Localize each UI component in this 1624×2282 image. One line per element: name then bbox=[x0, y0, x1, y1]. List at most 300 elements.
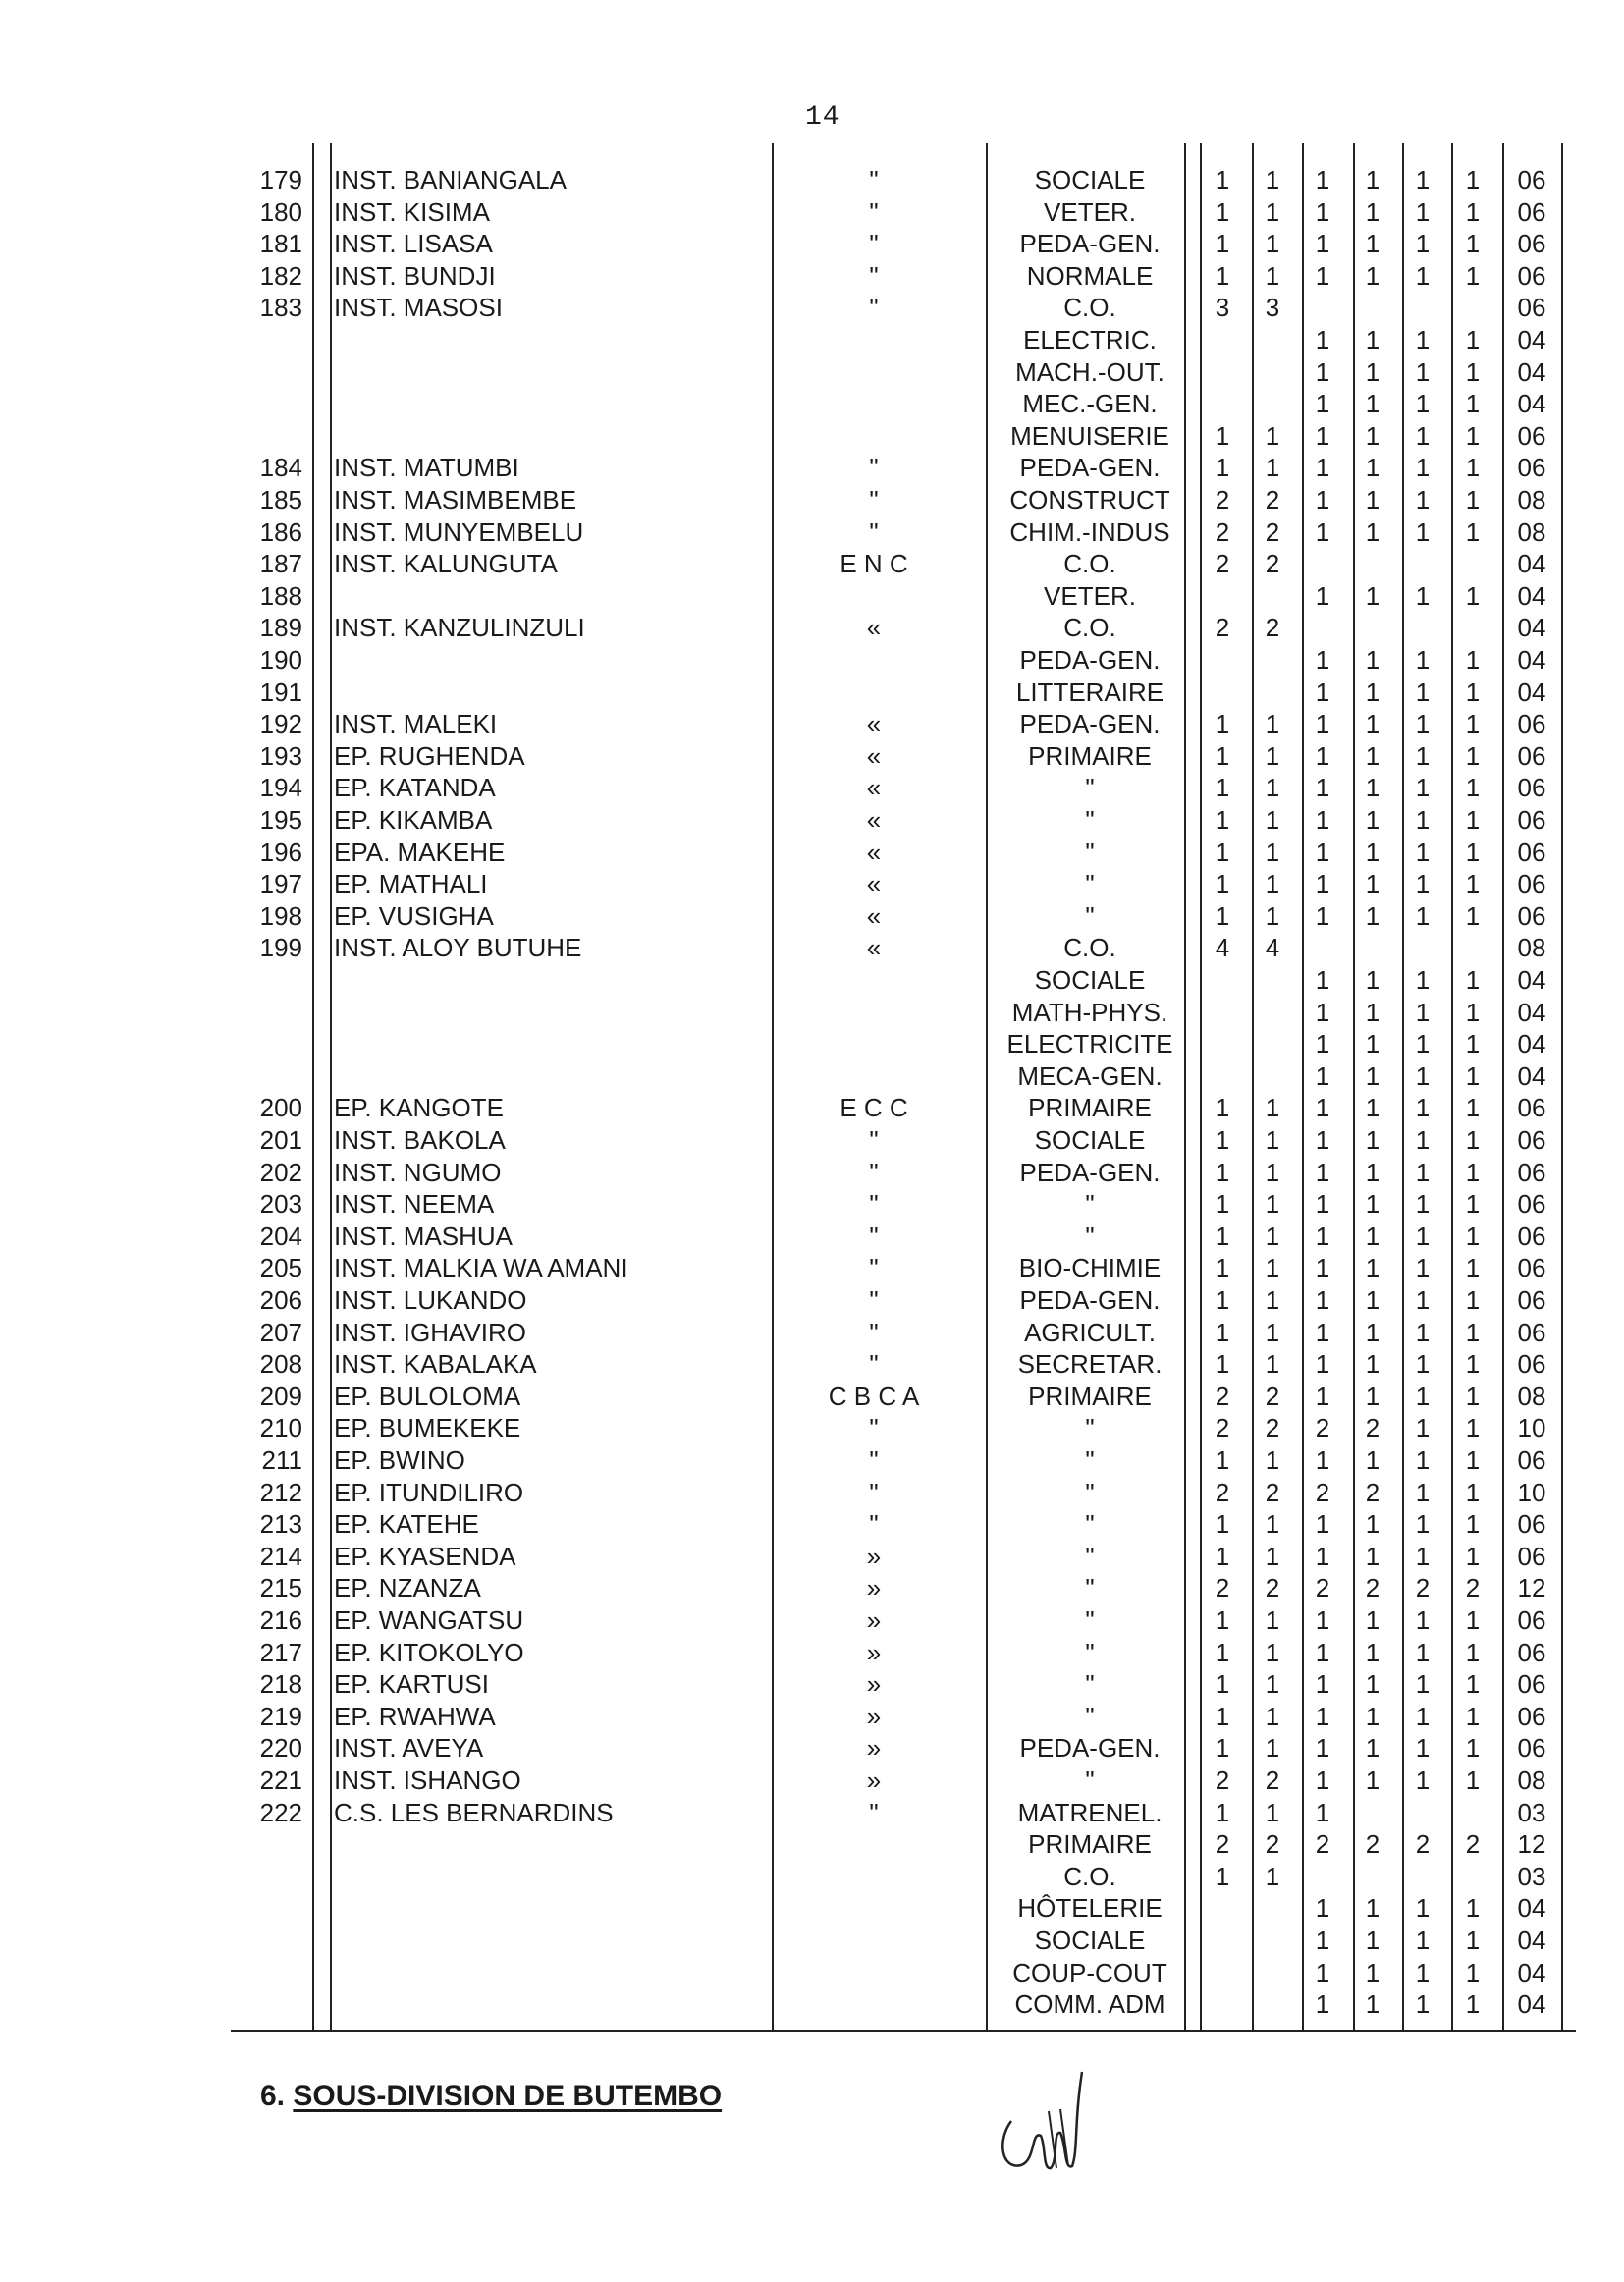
total-cell: 06 bbox=[1517, 261, 1546, 291]
option-cell: ELECTRICITE bbox=[1006, 1029, 1173, 1059]
class-count-cell: 1 bbox=[1415, 1413, 1431, 1442]
option-cell: BIO-CHIMIE bbox=[1018, 1253, 1162, 1282]
network-cell: « bbox=[866, 805, 882, 835]
total-cell: 06 bbox=[1517, 1318, 1546, 1347]
class-count-cell: 2 bbox=[1265, 1829, 1280, 1859]
network-cell: « bbox=[866, 869, 882, 898]
option-cell: CHIM.-INDUS bbox=[1009, 517, 1170, 547]
network-cell: " bbox=[869, 197, 879, 227]
option-cell: HÔTELERIE bbox=[1017, 1893, 1163, 1923]
option-cell: " bbox=[1085, 1478, 1095, 1507]
class-count-cell: 1 bbox=[1415, 1605, 1431, 1635]
row-number: 190 bbox=[259, 645, 302, 675]
class-count-cell: 3 bbox=[1215, 293, 1230, 322]
class-count-cell: 1 bbox=[1265, 869, 1280, 898]
class-count-cell: 1 bbox=[1315, 485, 1330, 515]
class-count-cell: 1 bbox=[1215, 1349, 1230, 1379]
option-cell: MECA-GEN. bbox=[1017, 1061, 1163, 1091]
total-cell: 06 bbox=[1517, 1222, 1546, 1251]
class-count-cell: 1 bbox=[1465, 1222, 1481, 1251]
class-count-cell: 1 bbox=[1265, 1093, 1280, 1122]
class-count-cell: 1 bbox=[1465, 709, 1481, 738]
network-cell: » bbox=[866, 1542, 882, 1571]
network-cell: « bbox=[866, 613, 882, 642]
school-name: INST. BUNDJI bbox=[334, 261, 496, 291]
class-count-cell: 1 bbox=[1465, 1733, 1481, 1763]
class-count-cell: 1 bbox=[1365, 741, 1380, 771]
option-cell: VETER. bbox=[1044, 581, 1136, 611]
class-count-cell: 1 bbox=[1265, 453, 1280, 482]
class-count-cell: 1 bbox=[1415, 261, 1431, 291]
class-count-cell: 1 bbox=[1315, 581, 1330, 611]
class-count-cell: 1 bbox=[1215, 773, 1230, 802]
class-count-cell: 2 bbox=[1265, 1413, 1280, 1442]
class-count-cell: 1 bbox=[1415, 1478, 1431, 1507]
class-count-cell: 1 bbox=[1315, 1958, 1330, 1987]
class-count-cell: 1 bbox=[1365, 1158, 1380, 1187]
class-count-cell: 1 bbox=[1265, 1862, 1280, 1891]
class-count-cell: 1 bbox=[1465, 1605, 1481, 1635]
class-count-cell: 1 bbox=[1215, 229, 1230, 258]
class-count-cell: 1 bbox=[1365, 1253, 1380, 1282]
total-cell: 08 bbox=[1517, 485, 1546, 515]
class-count-cell: 1 bbox=[1265, 1189, 1280, 1219]
class-count-cell: 1 bbox=[1465, 1509, 1481, 1539]
class-count-cell: 1 bbox=[1315, 325, 1330, 354]
class-count-cell: 1 bbox=[1215, 421, 1230, 451]
class-count-cell: 1 bbox=[1465, 517, 1481, 547]
class-count-cell: 1 bbox=[1265, 805, 1280, 835]
class-count-cell: 2 bbox=[1215, 1478, 1230, 1507]
class-count-cell: 1 bbox=[1415, 965, 1431, 995]
class-count-cell: 1 bbox=[1215, 165, 1230, 194]
network-cell: " bbox=[869, 229, 879, 258]
option-cell: " bbox=[1085, 1445, 1095, 1475]
class-count-cell: 1 bbox=[1315, 453, 1330, 482]
network-cell: » bbox=[866, 1605, 882, 1635]
class-count-cell: 1 bbox=[1265, 773, 1280, 802]
class-count-cell: 1 bbox=[1265, 1509, 1280, 1539]
class-count-cell: 2 bbox=[1365, 1573, 1380, 1603]
class-count-cell: 1 bbox=[1365, 421, 1380, 451]
option-cell: CONSTRUCT bbox=[1009, 485, 1170, 515]
class-count-cell: 1 bbox=[1315, 517, 1330, 547]
option-cell: PRIMAIRE bbox=[1028, 1382, 1152, 1411]
class-count-cell: 1 bbox=[1415, 1926, 1431, 1955]
network-cell: " bbox=[869, 1798, 879, 1827]
option-cell: MATH-PHYS. bbox=[1011, 998, 1168, 1027]
class-count-cell: 1 bbox=[1315, 357, 1330, 387]
school-name: EP. ITUNDILIRO bbox=[334, 1478, 524, 1507]
class-count-cell: 1 bbox=[1365, 805, 1380, 835]
class-count-cell: 1 bbox=[1265, 1125, 1280, 1155]
class-count-cell: 1 bbox=[1465, 325, 1481, 354]
class-count-cell: 1 bbox=[1365, 1349, 1380, 1379]
class-count-cell: 1 bbox=[1465, 1189, 1481, 1219]
class-count-cell: 1 bbox=[1415, 1509, 1431, 1539]
class-count-cell: 1 bbox=[1215, 1318, 1230, 1347]
option-cell: SOCIALE bbox=[1034, 165, 1146, 194]
class-count-cell: 1 bbox=[1415, 1702, 1431, 1731]
table-column-rule bbox=[330, 143, 332, 2030]
option-cell: PEDA-GEN. bbox=[1019, 1733, 1161, 1763]
school-name: EP. WANGATSU bbox=[334, 1605, 524, 1635]
option-cell: " bbox=[1085, 1766, 1095, 1795]
class-count-cell: 4 bbox=[1215, 933, 1230, 962]
class-count-cell: 1 bbox=[1415, 1893, 1431, 1923]
total-cell: 06 bbox=[1517, 1638, 1546, 1667]
class-count-cell: 1 bbox=[1365, 901, 1380, 931]
total-cell: 06 bbox=[1517, 1093, 1546, 1122]
class-count-cell: 1 bbox=[1465, 838, 1481, 867]
school-name: INST. LISASA bbox=[334, 229, 493, 258]
class-count-cell: 1 bbox=[1215, 901, 1230, 931]
network-cell: » bbox=[866, 1638, 882, 1667]
total-cell: 12 bbox=[1517, 1573, 1546, 1603]
option-cell: " bbox=[1085, 869, 1095, 898]
class-count-cell: 1 bbox=[1265, 1318, 1280, 1347]
school-name: EP. RUGHENDA bbox=[334, 741, 525, 771]
school-name: EP. KITOKOLYO bbox=[334, 1638, 524, 1667]
network-cell: " bbox=[869, 453, 879, 482]
class-count-cell: 2 bbox=[1215, 1413, 1230, 1442]
class-count-cell: 1 bbox=[1415, 1445, 1431, 1475]
class-count-cell: 1 bbox=[1465, 645, 1481, 675]
total-cell: 06 bbox=[1517, 1445, 1546, 1475]
class-count-cell: 1 bbox=[1315, 1318, 1330, 1347]
option-cell: AGRICULT. bbox=[1024, 1318, 1156, 1347]
class-count-cell: 1 bbox=[1215, 1733, 1230, 1763]
class-count-cell: 1 bbox=[1365, 485, 1380, 515]
class-count-cell: 1 bbox=[1465, 773, 1481, 802]
class-count-cell: 1 bbox=[1365, 1605, 1380, 1635]
network-cell: " bbox=[869, 1125, 879, 1155]
network-cell: « bbox=[866, 741, 882, 771]
class-count-cell: 1 bbox=[1365, 1125, 1380, 1155]
class-count-cell: 1 bbox=[1465, 1125, 1481, 1155]
school-name: EP. RWAHWA bbox=[334, 1702, 496, 1731]
class-count-cell: 1 bbox=[1265, 1702, 1280, 1731]
class-count-cell: 1 bbox=[1315, 1798, 1330, 1827]
row-number: 183 bbox=[259, 293, 302, 322]
class-count-cell: 1 bbox=[1365, 998, 1380, 1027]
total-cell: 06 bbox=[1517, 1542, 1546, 1571]
school-name: INST. KISIMA bbox=[334, 197, 490, 227]
class-count-cell: 1 bbox=[1315, 678, 1330, 707]
class-count-cell: 1 bbox=[1465, 1638, 1481, 1667]
row-number: 214 bbox=[259, 1542, 302, 1571]
class-count-cell: 1 bbox=[1365, 1766, 1380, 1795]
network-cell: " bbox=[869, 165, 879, 194]
class-count-cell: 1 bbox=[1415, 1253, 1431, 1282]
class-count-cell: 1 bbox=[1215, 1542, 1230, 1571]
class-count-cell: 1 bbox=[1365, 165, 1380, 194]
total-cell: 04 bbox=[1517, 357, 1546, 387]
network-cell: « bbox=[866, 773, 882, 802]
total-cell: 04 bbox=[1517, 1989, 1546, 2019]
total-cell: 06 bbox=[1517, 1253, 1546, 1282]
school-name: INST. MALKIA WA AMANI bbox=[334, 1253, 628, 1282]
row-number: 201 bbox=[259, 1125, 302, 1155]
class-count-cell: 1 bbox=[1415, 678, 1431, 707]
row-number: 193 bbox=[259, 741, 302, 771]
class-count-cell: 1 bbox=[1315, 1669, 1330, 1699]
school-name: INST. KALUNGUTA bbox=[334, 549, 558, 578]
class-count-cell: 1 bbox=[1465, 965, 1481, 995]
row-number: 211 bbox=[261, 1445, 302, 1475]
table-column-rule bbox=[1353, 143, 1355, 2030]
class-count-cell: 1 bbox=[1465, 1318, 1481, 1347]
class-count-cell: 1 bbox=[1465, 1253, 1481, 1282]
row-number: 189 bbox=[259, 613, 302, 642]
network-cell: « bbox=[866, 933, 882, 962]
class-count-cell: 2 bbox=[1265, 549, 1280, 578]
school-name: INST. ALOY BUTUHE bbox=[334, 933, 582, 962]
row-number: 202 bbox=[259, 1158, 302, 1187]
total-cell: 08 bbox=[1517, 1382, 1546, 1411]
option-cell: MEC.-GEN. bbox=[1022, 389, 1158, 418]
option-cell: PEDA-GEN. bbox=[1019, 1158, 1161, 1187]
class-count-cell: 1 bbox=[1315, 1638, 1330, 1667]
total-cell: 10 bbox=[1517, 1478, 1546, 1507]
row-number: 198 bbox=[259, 901, 302, 931]
school-name: EP. NZANZA bbox=[334, 1573, 481, 1603]
class-count-cell: 1 bbox=[1465, 901, 1481, 931]
option-cell: SOCIALE bbox=[1034, 1125, 1146, 1155]
total-cell: 06 bbox=[1517, 805, 1546, 835]
class-count-cell: 1 bbox=[1415, 1029, 1431, 1059]
class-count-cell: 1 bbox=[1415, 1061, 1431, 1091]
option-cell: C.O. bbox=[1063, 613, 1116, 642]
option-cell: LITTERAIRE bbox=[1015, 678, 1164, 707]
class-count-cell: 1 bbox=[1365, 1989, 1380, 2019]
table-column-rule bbox=[1302, 143, 1304, 2030]
class-count-cell: 1 bbox=[1415, 1766, 1431, 1795]
class-count-cell: 1 bbox=[1465, 1702, 1481, 1731]
class-count-cell: 1 bbox=[1265, 1669, 1280, 1699]
option-cell: PRIMAIRE bbox=[1028, 741, 1152, 771]
class-count-cell: 1 bbox=[1465, 1093, 1481, 1122]
option-cell: " bbox=[1085, 1222, 1095, 1251]
class-count-cell: 1 bbox=[1465, 1413, 1481, 1442]
total-cell: 08 bbox=[1517, 933, 1546, 962]
class-count-cell: 1 bbox=[1265, 901, 1280, 931]
class-count-cell: 1 bbox=[1315, 965, 1330, 995]
class-count-cell: 1 bbox=[1415, 773, 1431, 802]
class-count-cell: 1 bbox=[1265, 1285, 1280, 1315]
row-number: 191 bbox=[259, 678, 302, 707]
class-count-cell: 1 bbox=[1365, 709, 1380, 738]
total-cell: 04 bbox=[1517, 1958, 1546, 1987]
class-count-cell: 2 bbox=[1315, 1573, 1330, 1603]
class-count-cell: 1 bbox=[1315, 1158, 1330, 1187]
option-cell: MATRENEL. bbox=[1017, 1798, 1163, 1827]
class-count-cell: 1 bbox=[1315, 1125, 1330, 1155]
section-heading bbox=[260, 2080, 722, 2113]
network-cell: » bbox=[866, 1573, 882, 1603]
class-count-cell: 1 bbox=[1415, 1638, 1431, 1667]
option-cell: " bbox=[1085, 1702, 1095, 1731]
total-cell: 06 bbox=[1517, 229, 1546, 258]
class-count-cell: 1 bbox=[1315, 1893, 1330, 1923]
class-count-cell: 1 bbox=[1465, 1029, 1481, 1059]
class-count-cell: 1 bbox=[1365, 1285, 1380, 1315]
total-cell: 06 bbox=[1517, 741, 1546, 771]
class-count-cell: 1 bbox=[1265, 838, 1280, 867]
class-count-cell: 1 bbox=[1465, 389, 1481, 418]
class-count-cell: 1 bbox=[1215, 1093, 1230, 1122]
class-count-cell: 1 bbox=[1265, 229, 1280, 258]
total-cell: 03 bbox=[1517, 1862, 1546, 1891]
class-count-cell: 1 bbox=[1215, 709, 1230, 738]
class-count-cell: 1 bbox=[1315, 1285, 1330, 1315]
total-cell: 04 bbox=[1517, 389, 1546, 418]
row-number: 209 bbox=[259, 1382, 302, 1411]
row-number: 215 bbox=[259, 1573, 302, 1603]
class-count-cell: 1 bbox=[1415, 1285, 1431, 1315]
class-count-cell: 2 bbox=[1265, 517, 1280, 547]
class-count-cell: 1 bbox=[1365, 1509, 1380, 1539]
row-number: 181 bbox=[259, 229, 302, 258]
total-cell: 06 bbox=[1517, 1669, 1546, 1699]
class-count-cell: 2 bbox=[1215, 485, 1230, 515]
class-count-cell: 1 bbox=[1265, 261, 1280, 291]
class-count-cell: 1 bbox=[1315, 1605, 1330, 1635]
class-count-cell: 1 bbox=[1365, 1222, 1380, 1251]
option-cell: " bbox=[1085, 1509, 1095, 1539]
class-count-cell: 1 bbox=[1265, 1222, 1280, 1251]
class-count-cell: 1 bbox=[1215, 1222, 1230, 1251]
class-count-cell: 1 bbox=[1465, 1382, 1481, 1411]
class-count-cell: 2 bbox=[1265, 1478, 1280, 1507]
total-cell: 04 bbox=[1517, 645, 1546, 675]
row-number: 192 bbox=[259, 709, 302, 738]
class-count-cell: 1 bbox=[1415, 1669, 1431, 1699]
class-count-cell: 1 bbox=[1415, 325, 1431, 354]
class-count-cell: 2 bbox=[1465, 1829, 1481, 1859]
class-count-cell: 1 bbox=[1465, 1158, 1481, 1187]
school-name: EP. MATHALI bbox=[334, 869, 488, 898]
total-cell: 04 bbox=[1517, 1029, 1546, 1059]
class-count-cell: 1 bbox=[1215, 1605, 1230, 1635]
total-cell: 06 bbox=[1517, 773, 1546, 802]
total-cell: 10 bbox=[1517, 1413, 1546, 1442]
class-count-cell: 2 bbox=[1215, 1766, 1230, 1795]
class-count-cell: 1 bbox=[1315, 1189, 1330, 1219]
class-count-cell: 1 bbox=[1215, 1798, 1230, 1827]
section-number: 6. bbox=[260, 2080, 286, 2112]
network-cell: « bbox=[866, 901, 882, 931]
class-count-cell: 1 bbox=[1415, 1189, 1431, 1219]
class-count-cell: 1 bbox=[1365, 197, 1380, 227]
class-count-cell: 1 bbox=[1365, 261, 1380, 291]
class-count-cell: 1 bbox=[1315, 165, 1330, 194]
class-count-cell: 1 bbox=[1465, 1061, 1481, 1091]
option-cell: C.O. bbox=[1063, 293, 1116, 322]
table-column-rule bbox=[1451, 143, 1453, 2030]
class-count-cell: 1 bbox=[1415, 1542, 1431, 1571]
class-count-cell: 1 bbox=[1465, 678, 1481, 707]
class-count-cell: 1 bbox=[1265, 1733, 1280, 1763]
row-number: 217 bbox=[259, 1638, 302, 1667]
class-count-cell: 1 bbox=[1415, 741, 1431, 771]
school-name: EP. KIKAMBA bbox=[334, 805, 493, 835]
class-count-cell: 1 bbox=[1365, 1189, 1380, 1219]
class-count-cell: 2 bbox=[1215, 1382, 1230, 1411]
class-count-cell: 2 bbox=[1215, 549, 1230, 578]
school-name: EP. KATEHE bbox=[334, 1509, 479, 1539]
total-cell: 04 bbox=[1517, 998, 1546, 1027]
class-count-cell: 1 bbox=[1465, 357, 1481, 387]
class-count-cell: 1 bbox=[1315, 998, 1330, 1027]
network-cell: " bbox=[869, 1445, 879, 1475]
class-count-cell: 1 bbox=[1365, 678, 1380, 707]
class-count-cell: 1 bbox=[1465, 1893, 1481, 1923]
school-name: EP. KYASENDA bbox=[334, 1542, 516, 1571]
table-bottom-rule bbox=[231, 2030, 1576, 2032]
class-count-cell: 1 bbox=[1265, 197, 1280, 227]
class-count-cell: 1 bbox=[1315, 1766, 1330, 1795]
class-count-cell: 1 bbox=[1365, 1542, 1380, 1571]
school-name: EP. KANGOTE bbox=[334, 1093, 504, 1122]
class-count-cell: 1 bbox=[1415, 1989, 1431, 2019]
class-count-cell: 1 bbox=[1315, 1222, 1330, 1251]
school-name: INST. BAKOLA bbox=[334, 1125, 506, 1155]
class-count-cell: 1 bbox=[1365, 1926, 1380, 1955]
network-cell: " bbox=[869, 1413, 879, 1442]
class-count-cell: 2 bbox=[1315, 1413, 1330, 1442]
class-count-cell: 1 bbox=[1415, 197, 1431, 227]
school-name: EP. KATANDA bbox=[334, 773, 496, 802]
class-count-cell: 3 bbox=[1265, 293, 1280, 322]
school-name: INST. MASIMBEMBE bbox=[334, 485, 577, 515]
class-count-cell: 1 bbox=[1365, 869, 1380, 898]
class-count-cell: 1 bbox=[1415, 838, 1431, 867]
total-cell: 06 bbox=[1517, 1605, 1546, 1635]
school-name: INST. NGUMO bbox=[334, 1158, 502, 1187]
class-count-cell: 1 bbox=[1215, 1285, 1230, 1315]
row-number: 206 bbox=[259, 1285, 302, 1315]
class-count-cell: 1 bbox=[1415, 581, 1431, 611]
class-count-cell: 1 bbox=[1215, 869, 1230, 898]
class-count-cell: 1 bbox=[1465, 453, 1481, 482]
class-count-cell: 1 bbox=[1215, 1158, 1230, 1187]
option-cell: " bbox=[1085, 1542, 1095, 1571]
class-count-cell: 2 bbox=[1265, 613, 1280, 642]
class-count-cell: 1 bbox=[1265, 741, 1280, 771]
class-count-cell: 1 bbox=[1365, 645, 1380, 675]
class-count-cell: 1 bbox=[1365, 965, 1380, 995]
class-count-cell: 1 bbox=[1315, 389, 1330, 418]
class-count-cell: 1 bbox=[1365, 1958, 1380, 1987]
option-cell: " bbox=[1085, 1573, 1095, 1603]
row-number: 220 bbox=[259, 1733, 302, 1763]
class-count-cell: 1 bbox=[1315, 421, 1330, 451]
class-count-cell: 1 bbox=[1215, 453, 1230, 482]
total-cell: 08 bbox=[1517, 517, 1546, 547]
class-count-cell: 1 bbox=[1315, 1061, 1330, 1091]
school-name: INST. MASHUA bbox=[334, 1222, 514, 1251]
class-count-cell: 1 bbox=[1215, 1638, 1230, 1667]
class-count-cell: 1 bbox=[1465, 581, 1481, 611]
class-count-cell: 1 bbox=[1315, 869, 1330, 898]
school-name: INST. LUKANDO bbox=[334, 1285, 527, 1315]
option-cell: SECRETAR. bbox=[1017, 1349, 1163, 1379]
class-count-cell: 1 bbox=[1265, 1605, 1280, 1635]
row-number: 219 bbox=[259, 1702, 302, 1731]
total-cell: 04 bbox=[1517, 1926, 1546, 1955]
class-count-cell: 1 bbox=[1415, 1733, 1431, 1763]
